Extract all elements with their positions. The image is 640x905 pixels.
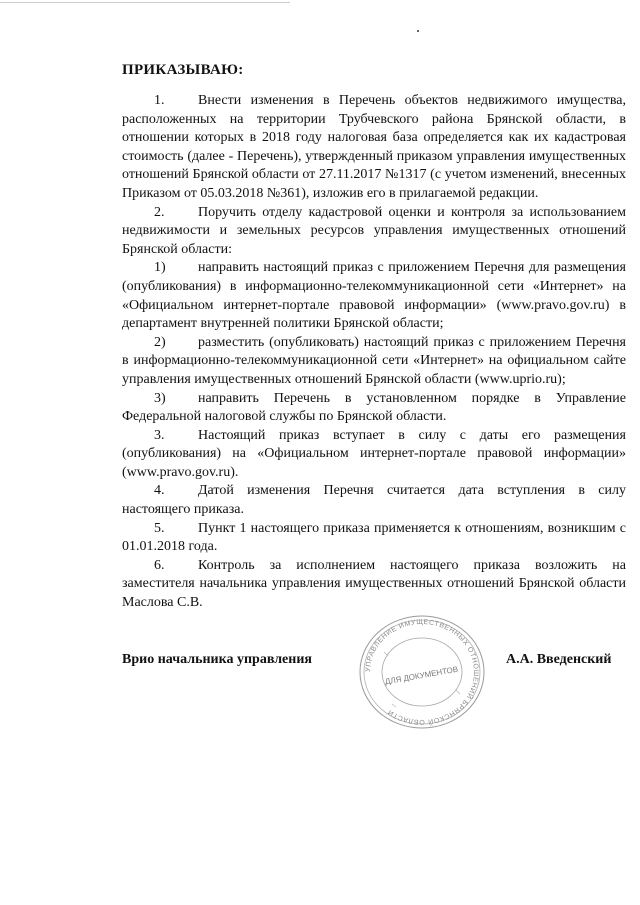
- paragraph-5: [122, 520, 626, 557]
- paragraph-text: направить настоящий приказ с приложением Перечня для размещения (опубликования) в информационно-телекоммуникационной сети «Интернет» на «Официальном интернет-портале правовой информации» (www.pravo.gov.ru) в департамент внутренней политики Брянской области;: [122, 260, 626, 332]
- paragraph-text: Контроль за исполнением настоящего приказа возложить на заместителя начальника управления имущественных отношений Брянской области Маслова С.В.: [122, 557, 626, 611]
- paragraph-number: 2): [154, 334, 166, 350]
- paragraph-2: [122, 204, 626, 260]
- paragraph-text: Пункт 1 настоящего приказа применяется к отношениям, возникшим с 01.01.2018 года.: [122, 520, 626, 555]
- order-heading: ПРИКАЗЫВАЮ:: [122, 62, 244, 78]
- paragraph-4: [122, 482, 626, 519]
- paragraph-number: 2.: [154, 204, 165, 220]
- paragraph-1: [122, 92, 626, 204]
- paragraph-number: 6.: [154, 557, 165, 573]
- paragraph-number: 1.: [154, 93, 165, 108]
- order-body: [122, 92, 626, 613]
- paragraph-number: 3.: [154, 427, 165, 443]
- paragraph-number: 5.: [154, 520, 165, 536]
- paragraph-text: направить Перечень в установленном порядке в Управление Федеральной налоговой службы по Брянской области.: [122, 390, 626, 425]
- paragraph-3: [122, 427, 626, 483]
- scan-edge-line: [0, 2, 290, 3]
- scan-speck: [417, 30, 419, 32]
- signatory-name: А.А. Введенский: [506, 652, 612, 667]
- paragraph-text: Внести изменения в Перечень объектов недвижимого имущества, расположенных на территории Трубчевского района Брянской области, в отношении которых в 2018 году налоговая база определяется как их кадастровая стоимость (далее - Перечень), утвержденный приказом управления имущественных отношений Брянской области от 27.11.2017 №1317 (с учетом изменений, внесенных Приказом от 05.03.2018 №361), изложив его в прилагаемой редакции.: [122, 93, 626, 201]
- paragraph-text: разместить (опубликовать) настоящий приказ с приложением Перечня в информационно-телекоммуникационной сети «Интернет» на официальном сайте управления имущественных отношений Брянской области (www.uprio.ru);: [122, 334, 626, 387]
- paragraph-number: 4.: [154, 483, 165, 499]
- paragraph-6: [122, 557, 626, 613]
- paragraph-text: Настоящий приказ вступает в силу с даты его размещения (опубликования) на «Официальном интернет-портале правовой информации» (www.pravo.gov.ru).: [122, 427, 626, 480]
- paragraph-text: Датой изменения Перечня считается дата вступления в силу настоящего приказа.: [122, 483, 626, 518]
- svg-text:ДЛЯ ДОКУМЕНТОВ: ДЛЯ ДОКУМЕНТОВ: [384, 664, 459, 687]
- subparagraph-1: [122, 259, 626, 333]
- paragraph-text: Поручить отделу кадастровой оценки и контроля за использованием недвижимости и земельных ресурсов управления имущественных отношений Брянской области:: [122, 204, 626, 257]
- stamp-seal-graphic: [352, 612, 492, 732]
- subparagraph-2: [122, 334, 626, 390]
- subparagraph-3: [122, 390, 626, 427]
- svg-text:УПРАВЛЕНИЕ ИМУЩЕСТВЕННЫХ ОТНОШ: УПРАВЛЕНИЕ ИМУЩЕСТВЕННЫХ ОТНОШЕНИЙ БРЯНСКОЙ ОБЛАСТИ: [364, 618, 480, 726]
- paragraph-number: 3): [154, 390, 166, 406]
- official-stamp: [352, 612, 492, 732]
- signatory-title: Врио начальника управления: [122, 652, 312, 667]
- paragraph-number: 1): [154, 260, 166, 276]
